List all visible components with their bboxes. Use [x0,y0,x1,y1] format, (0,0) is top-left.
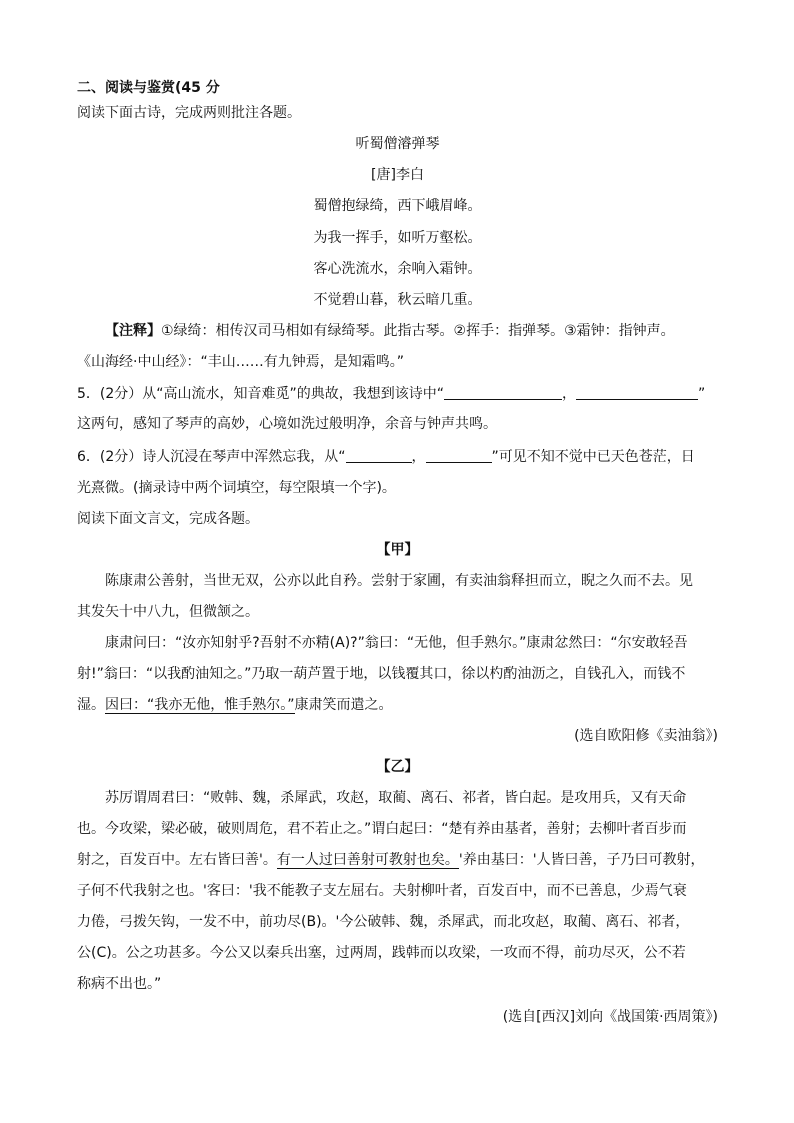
jia-line: 陈康肃公善射，当世无双，公亦以此自矜。尝射于家圃，有卖油翁释担而立，睨之久而不去。见 [105,573,693,589]
yi-line: 力倦，弓拨矢钩，一发不中，前功尽(B)。'今公破韩、魏，杀犀武，而北攻赵，取蔺、离石、祁者， [77,914,690,930]
yi-text: 射之，百发百中。左右皆曰善'。 [77,852,277,868]
q5-text: 5．(2分）从“高山流水，知音难觅”的典故，我想到该诗中“ [77,386,445,402]
notes-text: ①绿绮：相传汉司马相如有绿绮琴。此指古琴。②挥手：指弹琴。③霜钟：指钟声。 [161,323,675,339]
q5-answer-blank-1[interactable] [444,385,562,400]
poem-intro: 阅读下面古诗，完成两则批注各题。 [77,105,301,121]
yi-text: '养由基曰：'人皆曰善，子乃曰可教射， [458,852,705,868]
poem-line: 为我一挥手，如听万壑松。 [313,230,482,246]
jia-text: 康肃笑而遣之。 [294,697,393,713]
notes-line [77,321,718,341]
yi-line: 称病不出也。” [77,976,162,992]
jia-line: 射!”翁曰：“以我酌油知之。”乃取一葫芦置于地，以钱覆其口，徐以杓酌油沥之，自钱孔入，而钱不 [77,666,686,682]
poem-author: [唐]李白 [371,167,424,183]
poem-title: 听蜀僧濬弹琴 [355,136,440,152]
jia-line: 康肃问曰：“汝亦知射乎?吾射不亦精(A)?”翁曰：“无他，但手熟尔。”康肃忿然曰：“尔安敢轻吾 [105,635,688,651]
q5-answer-blank-2[interactable] [576,385,698,400]
q6-answer-blank-1[interactable] [346,448,412,463]
yi-line: 也。今攻梁，梁必破，破则周危，君不若止之。”谓白起曰：“楚有养由基者，善射；去柳叶者百步而 [77,821,687,837]
jia-source: (选自欧阳修《卖油翁》) [574,728,718,744]
q5-line-2: 这两句，感知了琴声的高妙，心境如洗过般明净，余音与钟声共鸣。 [77,416,497,432]
q5-text: ” [698,386,706,402]
yi-underlined-sentence: 有一人过曰善射可教射也矣。 [276,852,459,868]
q6-text: ， [411,449,426,465]
poem-line: 蜀僧抱绿绮，西下峨眉峰。 [313,198,482,214]
question-6 [77,447,718,467]
yi-source: (选自[西汉]刘向《战国策·西周策》) [502,1009,718,1025]
yi-line: 子何不代我射之也。'客曰：'我不能教子支左屈右。夫射柳叶者，百发百中，而不已善息，少焉气衰 [77,883,687,899]
prose-intro: 阅读下面文言文，完成各题。 [77,511,259,527]
jia-underlined-sentence: 因曰：“我亦无他，惟手熟尔。” [105,697,295,713]
question-5 [77,384,718,404]
jia-line [77,695,718,715]
q6-text: ”可见不知不觉中已天色苍茫，日 [491,449,695,465]
section-title: 二、阅读与鉴赏(45 分 [77,80,220,96]
notes-line: 《山海经·中山经》：“丰山……有九钟焉，是知霜鸣。” [77,354,404,370]
q6-line-2: 光熹微。(摘录诗中两个词填空，每空限填一个字)。 [77,480,396,496]
q6-text: 6．(2分）诗人沉浸在琴声中浑然忘我，从“ [77,449,346,465]
yi-line [77,850,718,870]
jia-title: 【甲】 [376,542,419,558]
yi-line: 苏厉谓周君曰：“败韩、魏，杀犀武，攻赵，取蔺、离石、祁者，皆白起。是攻用兵，又有天命 [105,790,687,806]
q6-answer-blank-2[interactable] [426,448,492,463]
q5-text: ， [562,386,577,402]
yi-title: 【乙】 [376,759,419,775]
yi-line: 公(C)。公之功甚多。今公又以秦兵出塞，过两周，践韩而以攻梁，一攻而不得，前功尽灭，公不若 [77,945,686,961]
notes-label: 【注释】 [105,323,161,339]
poem-line: 客心洗流水，余响入霜钟。 [313,261,482,277]
jia-text: 湿。 [77,697,105,713]
poem-line: 不觉碧山暮，秋云暗几重。 [313,292,482,308]
jia-line: 其发矢十中八九，但微颔之。 [77,604,259,620]
